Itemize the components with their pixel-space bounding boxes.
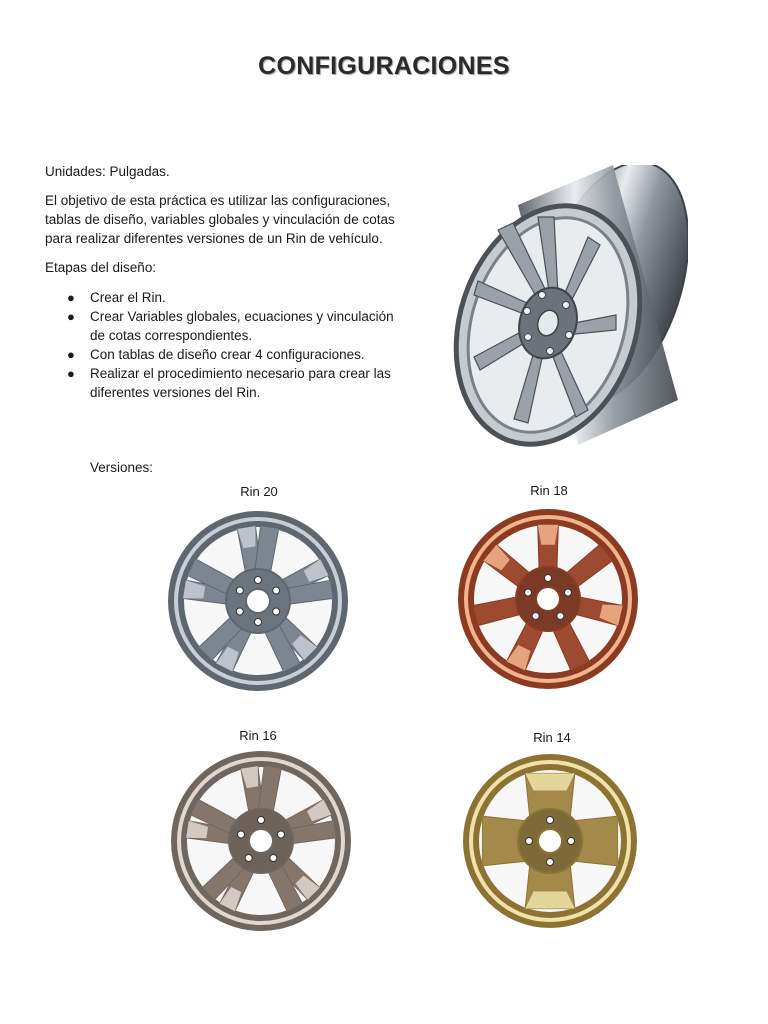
lug-hole [255,577,262,584]
lug-hole [545,575,552,582]
rin-18-wheel-image [455,502,641,696]
stages-list [45,288,405,402]
bullet-icon: ● [67,366,75,381]
list-item [45,345,405,364]
lug-hole [525,589,532,596]
list-item [45,288,405,307]
lug-hole [564,589,571,596]
versions-heading: Versiones: [90,460,154,475]
rin-14-caption: Rin 14 [533,730,571,745]
spoke-highlight [538,525,559,545]
lug-hole [547,859,554,866]
spoke-highlight [525,773,575,790]
page-title: CONFIGURACIONES [258,52,510,80]
center-bore [538,829,562,853]
rin-18-caption: Rin 18 [530,483,568,498]
rin-14-wheel-image [460,748,640,934]
center-bore [246,589,270,613]
list-item [45,364,405,402]
lug-hole [236,587,243,594]
center-bore [536,587,560,611]
rin-20-caption: Rin 20 [240,484,278,499]
objective-paragraph: El objetivo de esta práctica es utilizar las configuraciones, tablas de diseño, variables globales y vinculación de cotas para realizar diferentes versiones de un Rin de vehículo. [45,193,395,246]
bullet-icon: ● [67,290,75,305]
stage-text: Crear el Rin. [90,290,166,305]
hero-wheel-svg [438,165,688,450]
units-text: Unidades: Pulgadas. [45,164,170,179]
lug-hole [547,817,554,824]
bullet-icon: ● [67,309,75,324]
stages-heading: Etapas del diseño: [45,260,157,275]
spoke-highlight [601,816,618,866]
center-bore [249,829,273,853]
rin-16-caption: Rin 16 [239,728,277,743]
lug-hole [568,838,575,845]
spoke-highlight [525,892,575,909]
lug-hole [245,854,252,861]
stage-text: Con tablas de diseño crear 4 configuraciones. [90,347,365,362]
lug-hole [526,838,533,845]
rin-20-wheel-image [165,508,351,694]
lug-hole [238,831,245,838]
list-item [45,307,405,345]
lug-hole [258,817,265,824]
hero-wheel-image [438,165,688,450]
lug-hole [236,608,243,615]
rin-16-wheel-image [168,746,354,936]
rin-20-wheel-svg [165,508,351,694]
lug-hole [270,854,277,861]
stage-text: Realizar el procedimiento necesario para crear las diferentes versiones del Rin. [90,366,391,400]
lug-hole [273,587,280,594]
lug-hole [255,619,262,626]
rin-14-wheel-svg [460,748,640,934]
lug-hole [557,612,564,619]
rin-16-wheel-svg [168,746,354,936]
spoke-highlight [482,816,499,866]
lug-hole [273,608,280,615]
lug-hole [277,831,284,838]
rin-18-wheel-svg [455,502,641,696]
bullet-icon: ● [67,347,75,362]
stage-text: Crear Variables globales, ecuaciones y vinculación de cotas correspondientes. [90,309,394,343]
lug-hole [532,612,539,619]
